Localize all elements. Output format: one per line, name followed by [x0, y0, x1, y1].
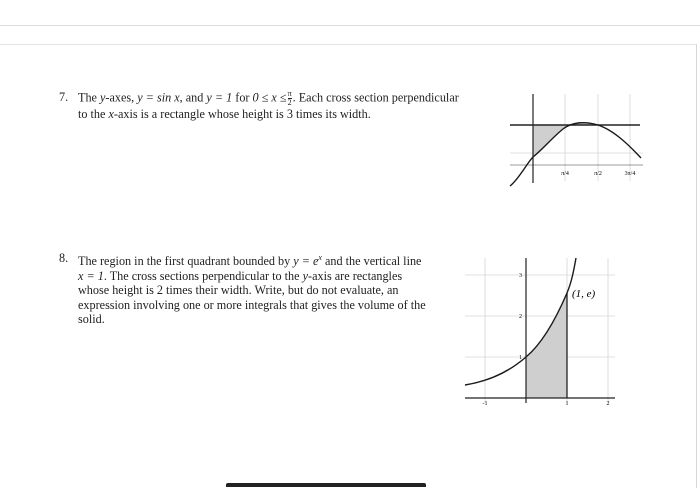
tick-label-3pi-4: 3π/4 [624, 171, 636, 177]
problem-8-graph [460, 253, 620, 413]
shaded-region [526, 293, 567, 398]
problem-8-line-5: solid. [78, 312, 105, 327]
pi-over-2-fraction: $\frac{\pi}{2}$ [287, 89, 292, 107]
sine-curve [510, 123, 641, 186]
problem-7-text [78, 90, 459, 122]
problem-7-line-1: The y-axes, y = sin x, and y = 1 for 0 ≤ x ≤ $\frac{\pi}{2}$ . Each cross section perpendicular [78, 89, 459, 107]
problem-8-line-1: The region in the first quadrant bounded by $y = e^x$ and the vertical line [78, 253, 422, 269]
y-tick-2: 2 [519, 314, 522, 320]
problem-8-number: 8. [59, 251, 69, 265]
x-tick-neg1: -1 [482, 401, 488, 407]
tick-label-pi-2: π/2 [594, 171, 602, 177]
x-tick-1: 1 [565, 401, 569, 407]
problem-8-line-3: whose height is 2 times their width. Write, but do not evaluate, an [78, 283, 399, 298]
y-tick-3: 3 [519, 273, 522, 279]
point-label: (1, e) [572, 288, 596, 300]
problem-8-text [78, 251, 426, 327]
problem-7-graph [505, 91, 645, 187]
y-tick-1: 1 [519, 355, 522, 361]
tick-label-pi-4: π/4 [561, 171, 569, 177]
top-divider [0, 25, 700, 26]
x-tick-2: 2 [606, 401, 610, 407]
problem-8-line-4: expression involving one or more integrals that gives the volume of the [78, 297, 426, 312]
problem-7-number: 7. [59, 90, 69, 104]
problem-7-line-2: to the x-axis is a rectangle whose height is 3 times its width. [78, 107, 371, 121]
problem-8-line-2: x = 1. The cross sections perpendicular to the y-axis are rectangles [78, 268, 403, 283]
bottom-scroll-indicator [226, 483, 426, 487]
